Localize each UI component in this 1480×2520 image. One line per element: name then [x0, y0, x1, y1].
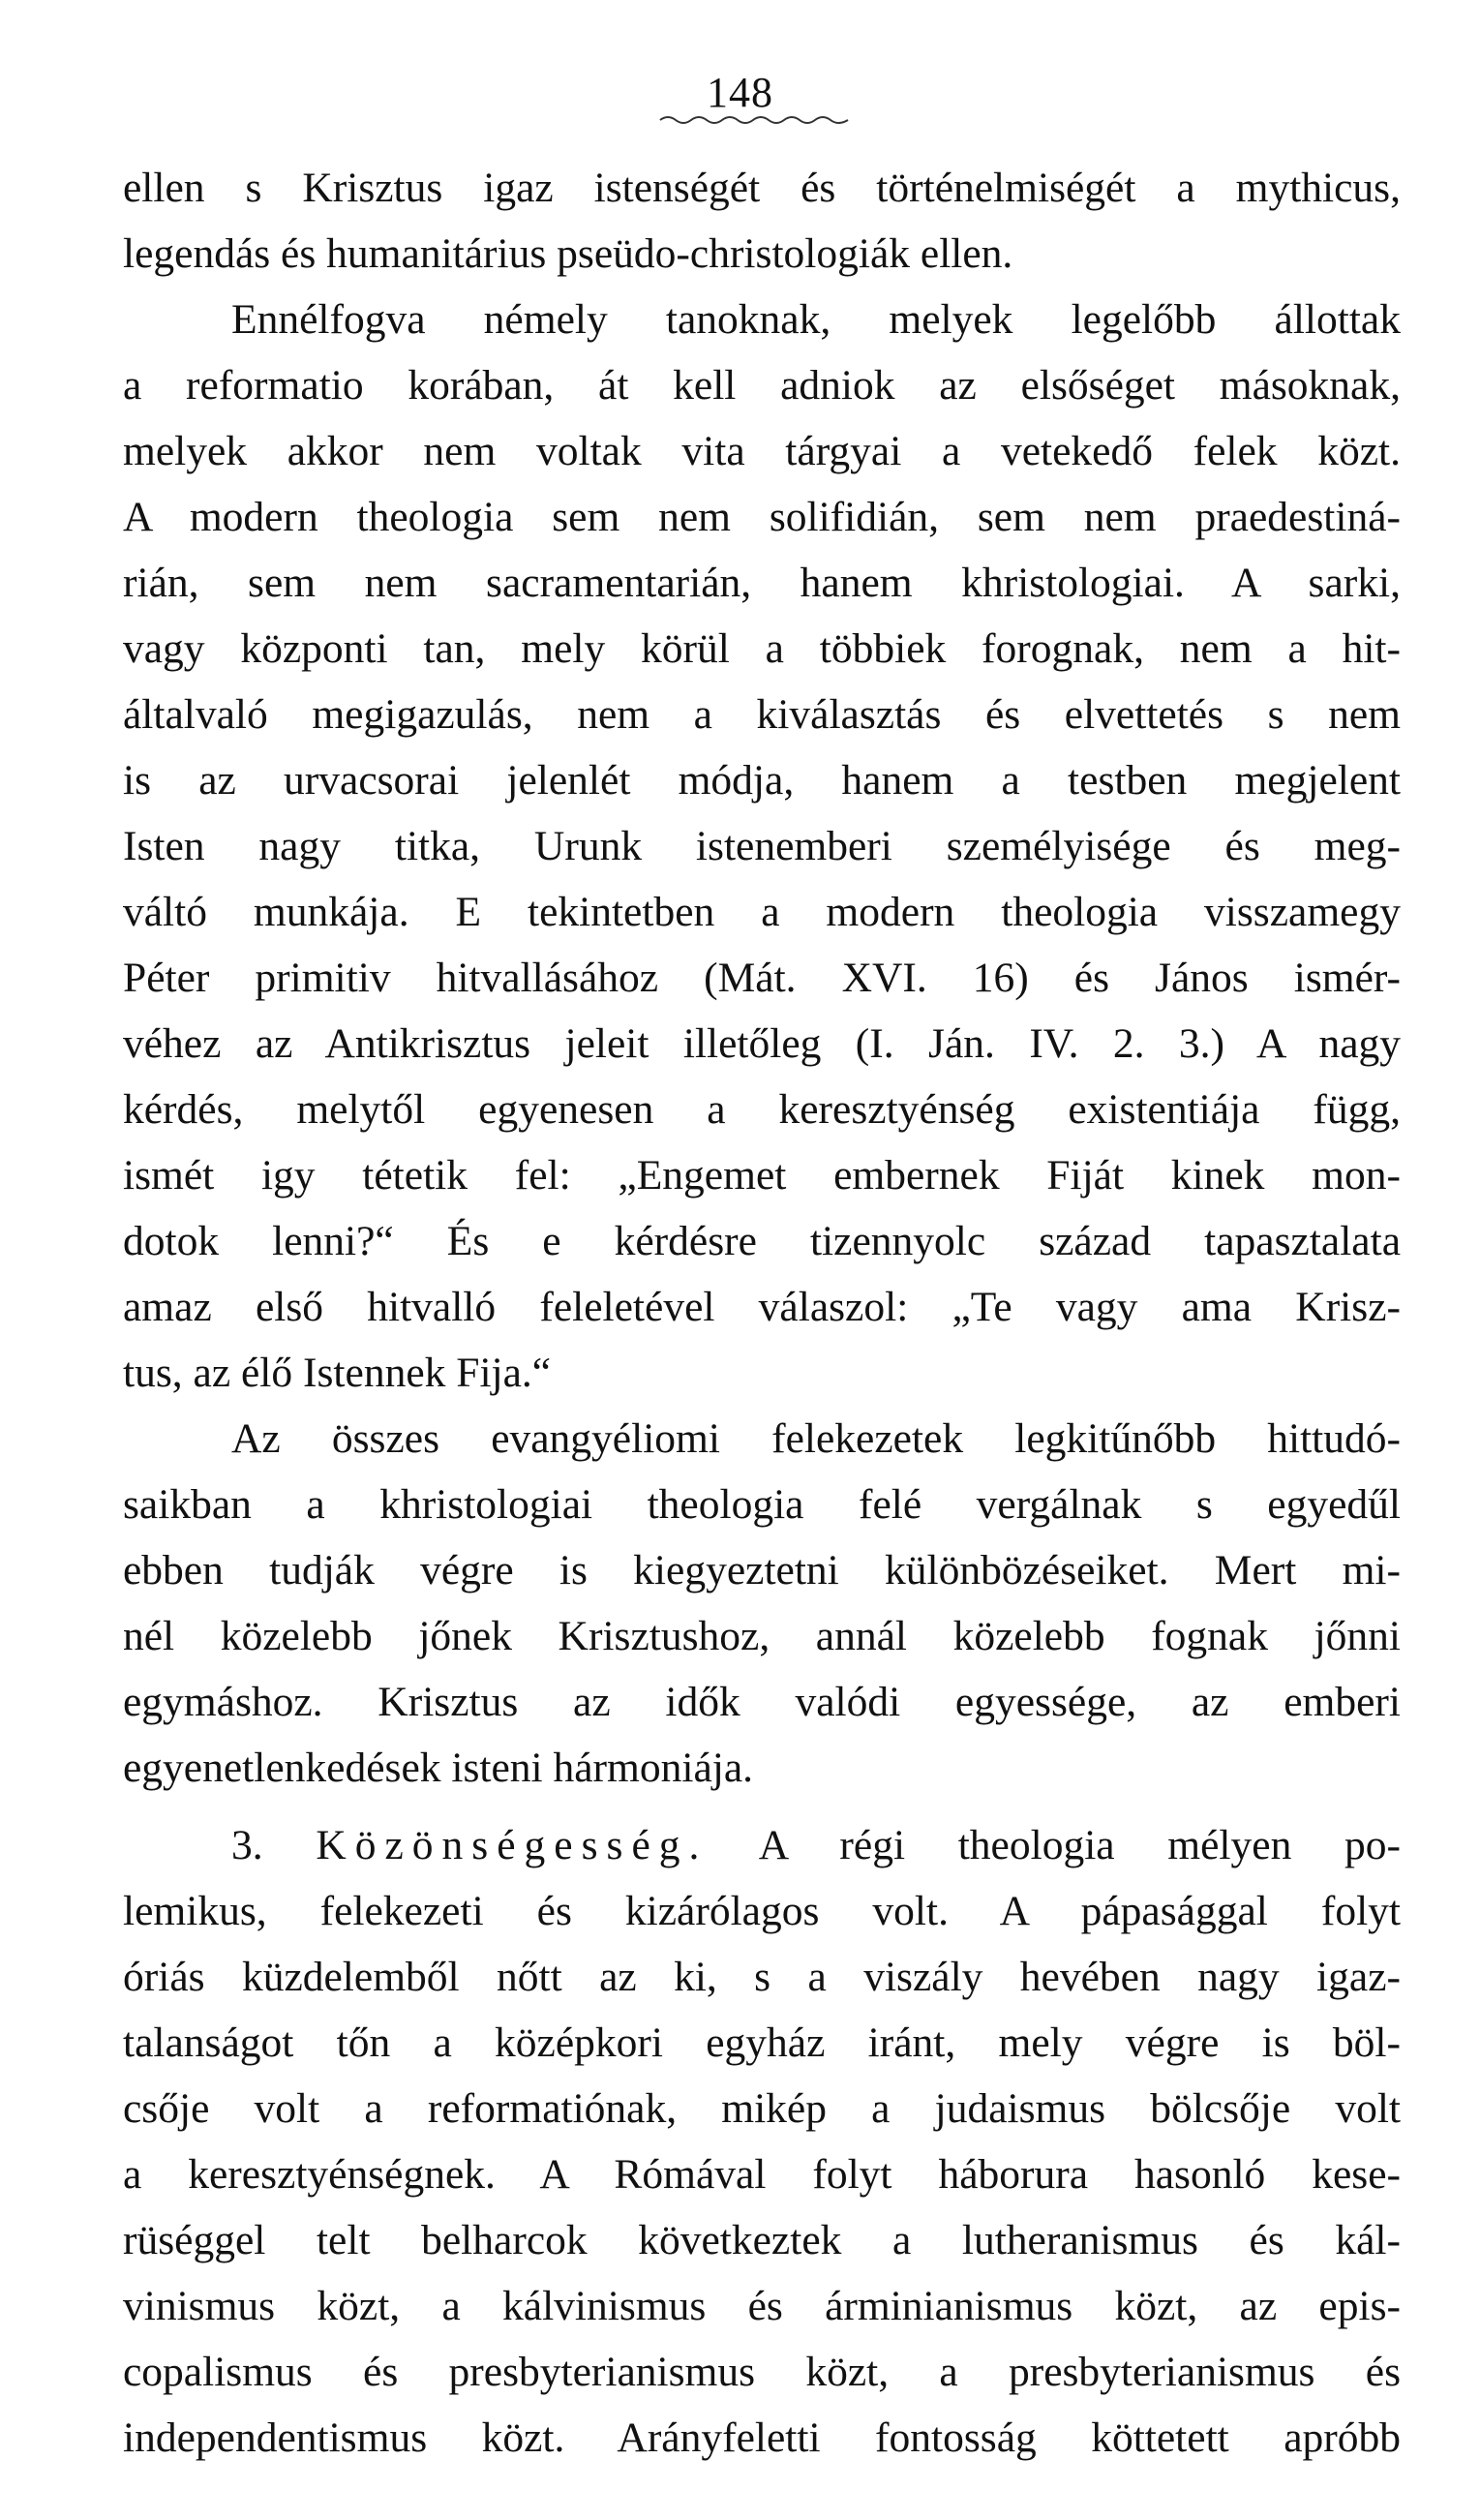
text-line: csője volt a reformatiónak, mikép a judaismus bölcsője volt [123, 2085, 1401, 2132]
text-line: váltó munkája. E tekintetben a modern theologia visszamegy [123, 889, 1401, 935]
text-fragment: A régi theologia mélyen po- [758, 1822, 1401, 1868]
text-line: óriás küzdelemből nőtt az ki, s a viszály hevében nagy igaz- [123, 1954, 1401, 2000]
paragraph-4 [123, 1812, 1401, 2471]
text-line: a reformatio korában, át kell adniok az elsőséget másoknak, [123, 362, 1401, 409]
text-line: Az összes evangyéliomi felekezetek legkitűnőbb hittudó- [231, 1415, 1401, 1462]
section-heading: Közönségesség. [316, 1822, 709, 1868]
text-line: is az urvacsorai jelenlét módja, hanem a testben megjelent [123, 757, 1401, 804]
text-line: A modern theologia sem nem solifidián, sem nem praedestiná- [123, 494, 1401, 540]
text-line: egymáshoz. Krisztus az idők valódi egyessége, az emberi [123, 1679, 1401, 1725]
text-line: rián, sem nem sacramentarián, hanem khristologiai. A sarki, [123, 560, 1401, 606]
text-line: általvaló megigazulás, nem a kiválasztás és elvettetés s nem [123, 691, 1401, 738]
ornament-divider [658, 112, 852, 128]
text-line: rüséggel telt belharcok következtek a lutheranismus és kál- [123, 2217, 1401, 2263]
text-line: copalismus és presbyterianismus közt, a presbyterianismus és [123, 2349, 1401, 2395]
text-line: nél közelebb jőnek Krisztushoz, annál közelebb fognak jőnni [123, 1613, 1401, 1659]
page-number: 148 [707, 69, 773, 116]
text-line: a keresztyénségnek. A Rómával folyt háborura hasonló kese- [123, 2151, 1401, 2198]
text-line: amaz első hitvalló feleletével válaszol: „Te vagy ama Krisz- [123, 1284, 1401, 1330]
text-line: Péter primitiv hitvallásához (Mát. XVI. 16) és János ismér- [123, 955, 1401, 1001]
text-line: saikban a khristologiai theologia felé vergálnak s egyedűl [123, 1481, 1401, 1528]
text-line: vagy központi tan, mely körül a többiek forognak, nem a hit- [123, 625, 1401, 672]
text-line: ellen s Krisztus igaz istenségét és történelmiségét a mythicus, [123, 165, 1401, 211]
text-line: ismét igy tétetik fel: „Engemet embernek Fiját kinek mon- [123, 1152, 1401, 1199]
paragraph-3 [123, 1406, 1401, 1801]
text-line: independentismus közt. Arányfeletti fontosság köttetett apróbb [123, 2414, 1401, 2461]
text-line: tus, az élő Istennek Fija.“ [123, 1350, 552, 1396]
text-line: véhez az Antikrisztus jeleit illetőleg (I. Ján. IV. 2. 3.) A nagy [123, 1020, 1401, 1067]
text-line: lemikus, felekezeti és kizárólagos volt. A pápasággal folyt [123, 1888, 1401, 1934]
text-line: vinismus közt, a kálvinismus és árminianismus közt, az epis- [123, 2283, 1401, 2329]
text-line: Isten nagy titka, Urunk istenemberi személyisége és meg- [123, 823, 1401, 869]
text-line: legendás és humanitárius pseüdo-christologiák ellen. [123, 230, 1013, 277]
text-line: ebben tudják végre is kiegyeztetni különbözéseiket. Mert mi- [123, 1547, 1401, 1594]
text-line: egyenetlenkedések isteni hármoniája. [123, 1745, 754, 1791]
text-line: dotok lenni?“ És e kérdésre tizennyolc század tapasztalata [123, 1218, 1401, 1264]
paragraph-1 [123, 155, 1401, 287]
text-line [123, 1812, 1401, 1878]
text-line: talanságot tőn a középkori egyház iránt, mely végre is böl- [123, 2019, 1401, 2066]
section-number: 3. [231, 1822, 263, 1868]
body-text [123, 155, 1401, 2471]
text-line: melyek akkor nem voltak vita tárgyai a vetekedő felek közt. [123, 428, 1401, 474]
text-line: kérdés, melytől egyenesen a keresztyénség existentiája függ, [123, 1086, 1401, 1133]
text-line: Ennélfogva némely tanoknak, melyek legelőbb állottak [231, 296, 1401, 343]
paragraph-2 [123, 287, 1401, 1406]
